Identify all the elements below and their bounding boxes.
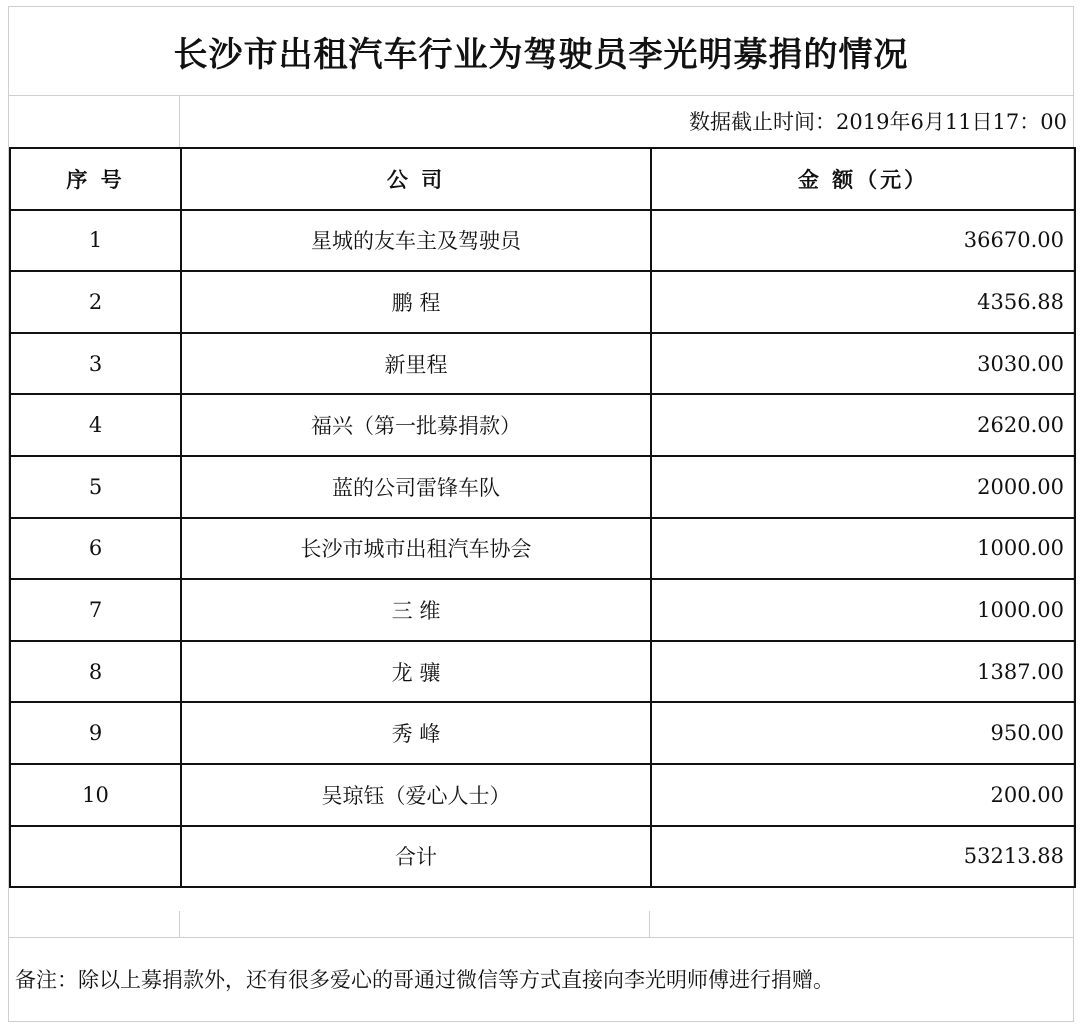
donation-sheet: [8, 6, 1074, 1022]
page-title: 长沙市出租汽车行业为驾驶员李光明募捐的情况: [9, 7, 1073, 96]
row-amount: 4356.88: [651, 271, 1075, 333]
header-amount: 金 额（元）: [651, 148, 1075, 210]
column-divider: [179, 911, 180, 937]
row-index: 6: [10, 518, 181, 580]
row-amount: 950.00: [651, 702, 1075, 764]
table-row: [10, 702, 1075, 764]
table-row: [10, 579, 1075, 641]
table-row: [10, 210, 1075, 272]
row-amount: 3030.00: [651, 333, 1075, 395]
row-index: 7: [10, 579, 181, 641]
blank-spacer-row: [9, 911, 1073, 938]
row-company: 龙 骧: [181, 641, 651, 703]
row-amount: 36670.00: [651, 210, 1075, 272]
row-index: 4: [10, 394, 181, 456]
row-company: 三 维: [181, 579, 651, 641]
table-row: [10, 333, 1075, 395]
total-row: [10, 826, 1075, 888]
row-amount: 200.00: [651, 764, 1075, 826]
row-amount: 1000.00: [651, 518, 1075, 580]
row-index: 3: [10, 333, 181, 395]
row-index: 5: [10, 456, 181, 518]
row-amount: 2620.00: [651, 394, 1075, 456]
row-company: 星城的友车主及驾驶员: [181, 210, 651, 272]
total-amount: 53213.88: [651, 826, 1075, 888]
row-company: 福兴（第一批募捐款）: [181, 394, 651, 456]
data-cutoff-time: 数据截止时间：2019年6月11日17：00: [689, 110, 1067, 134]
row-company: 长沙市城市出租汽车协会: [181, 518, 651, 580]
table-header-row: [10, 148, 1075, 210]
dateline-row: [9, 95, 1073, 149]
row-index: 9: [10, 702, 181, 764]
row-amount: 1000.00: [651, 579, 1075, 641]
row-company: 蓝的公司雷锋车队: [181, 456, 651, 518]
row-index: 10: [10, 764, 181, 826]
row-index: 1: [10, 210, 181, 272]
table-row: [10, 764, 1075, 826]
column-divider: [179, 95, 180, 147]
table-row: [10, 641, 1075, 703]
row-index: 2: [10, 271, 181, 333]
row-company: 鹏 程: [181, 271, 651, 333]
footnote: 备注：除以上募捐款外，还有很多爱心的哥通过微信等方式直接向李光明师傅进行捐赠。: [15, 968, 834, 992]
row-company: 吴琼钰（爱心人士）: [181, 764, 651, 826]
header-company: 公 司: [181, 148, 651, 210]
row-company: 新里程: [181, 333, 651, 395]
column-divider: [649, 911, 650, 937]
table-row: [10, 394, 1075, 456]
row-company: 秀 峰: [181, 702, 651, 764]
table-row: [10, 456, 1075, 518]
row-amount: 1387.00: [651, 641, 1075, 703]
header-index: 序 号: [10, 148, 181, 210]
table-row: [10, 518, 1075, 580]
table-row: [10, 271, 1075, 333]
row-amount: 2000.00: [651, 456, 1075, 518]
total-index-cell: [10, 826, 181, 888]
total-label: 合计: [181, 826, 651, 888]
donation-table: [9, 147, 1076, 888]
row-index: 8: [10, 641, 181, 703]
